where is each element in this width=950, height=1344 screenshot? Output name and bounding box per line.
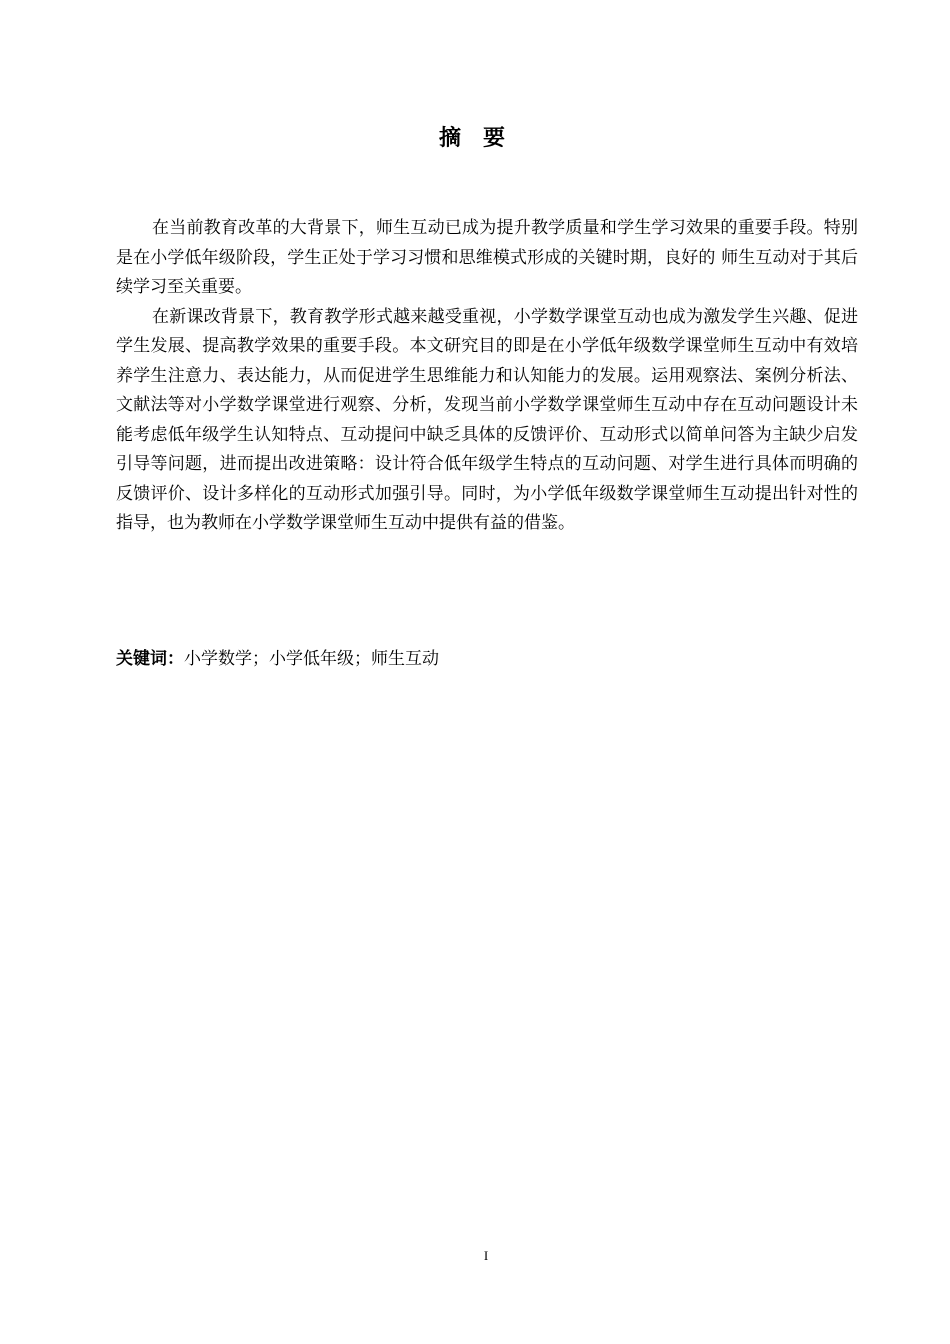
keywords-label: 关键词：	[116, 649, 184, 669]
page-title: 摘要	[438, 126, 527, 151]
abstract-body	[116, 214, 858, 539]
abstract-paragraph: 在当前教育改革的大背景下，师生互动已成为提升教学质量和学生学习效果的重要手段。特别是在小学低年级阶段，学生正处于学习习惯和思维模式形成的关键时期，良好的 师生互动对于其后续学习至关重要。	[116, 218, 858, 297]
abstract-paragraph: 在新课改背景下，教育教学形式越来越受重视，小学数学课堂互动也成为激发学生兴趣、促进学生发展、提高教学效果的重要手段。本文研究目的即是在小学低年级数学课堂师生互动中有效培养学生注意力、表达能力，从而促进学生思维能力和认知能力的发展。运用观察法、案例分析法、文献法等对小学数学课堂进行观察、分析，发现当前小学数学课堂师生互动中存在互动问题设计未能考虑低年级学生认知特点、互动提问中缺乏具体的反馈评价、互动形式以简单问答为主缺少启发引导等问题，进而提出改进策略：设计符合低年级学生特点的互动问题、对学生进行具体而明确的反馈评价、设计多样化的互动形式加强引导。同时，为小学低年级数学课堂师生互动提出针对性的指导，也为教师在小学数学课堂师生互动中提供有益的借鉴。	[116, 306, 858, 533]
page-number: I	[483, 1248, 489, 1263]
keywords-value: 小学数学；小学低年级；师生互动	[184, 649, 439, 669]
keywords-line	[116, 644, 858, 674]
